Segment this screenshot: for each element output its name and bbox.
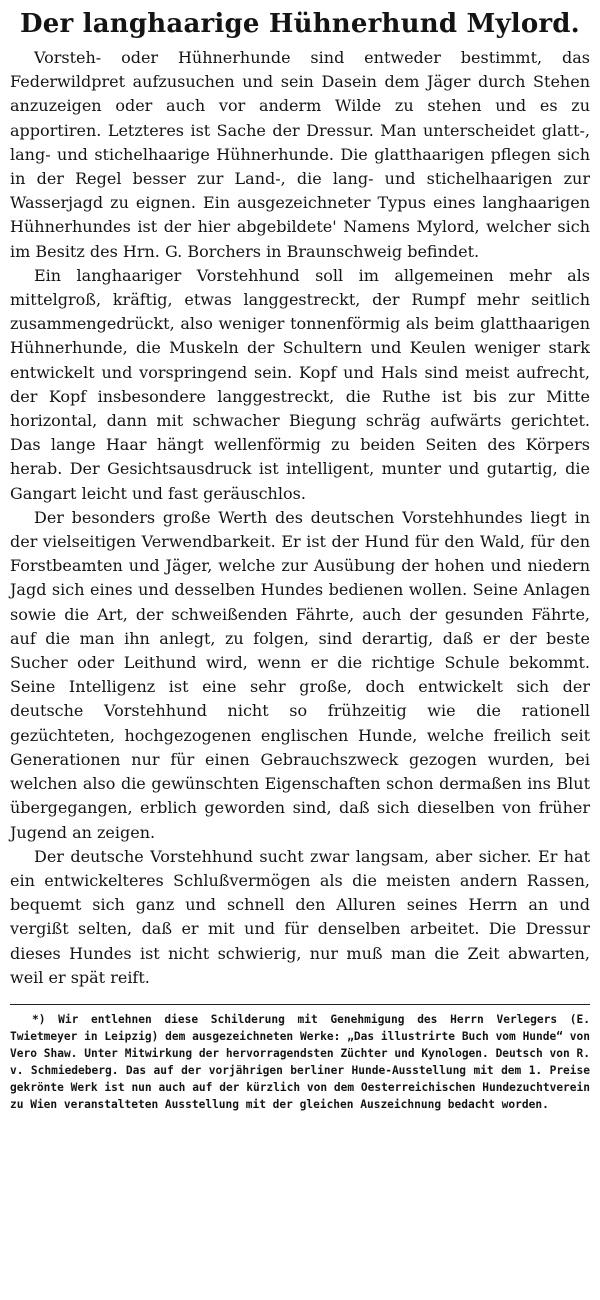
paragraph: Der besonders große Werth des deutschen Vorstehhundes liegt in der vielseitigen Verwendbarkeit. Er ist der Hund für den Wald, für den Forstbeamten und Jäger, welche zur Ausübung der hohen und niedern Jagd sich eines und desselben Hundes bedienen wollen. Seine Anlagen sowie die Art, der schweißenden Fährte, auch der gesunden Fährte, auf die man ihn anlegt, zu folgen, sind derartig, daß er der beste Sucher oder Leithund wird, wenn er die richtige Schule bekommt. Seine Intelligenz ist eine sehr große, doch entwickelt sich der deutsche Vorstehhund nicht so frühzeitig wie die rationell gezüchteten, hochgezogenen englischen Hunde, welche freilich seit Generationen nur für einen Gebrauchszweck gezogen wurden, bei welchen also die gewünschten Eigenschaften schon dermaßen ins Blut übergegangen, erblich geworden sind, daß sich dieselben von früher Jugend an zeigen.	[10, 507, 590, 842]
footnote: *) Wir entlehnen diese Schilderung mit Genehmigung des Herrn Verlegers (E. Twietmeyer in Leipzig) dem ausgezeichneten Werke: „Das illustrirte Buch vom Hunde“ von Vero Shaw. Unter Mitwirkung der hervorragendsten Züchter und Kynologen. Deutsch von R. v. Schmiedeberg. Das auf der vorjährigen berliner Hunde-Ausstellung mit dem 1. Preise gekrönte Werk ist nun auch auf der kürzlich von dem Oesterreichischen Hundezuchtverein zu Wien veranstalteten Ausstellung mit der gleichen Auszeichnung bedacht worden.	[10, 1012, 590, 1111]
article-body	[10, 46, 590, 990]
footnote-divider	[10, 1004, 590, 1005]
paragraph: Ein langhaariger Vorstehhund soll im allgemeinen mehr als mittelgroß, kräftig, etwas langgestreckt, der Rumpf mehr seitlich zusammengedrückt, also weniger tonnenförmig als beim glatthaarigen Hühnerhunde, die Muskeln der Schultern und Keulen weniger stark entwickelt und vorspringend sein. Kopf und Hals sind meist aufrecht, der Kopf insbesondere langgestreckt, die Ruthe ist bis zur Mitte horizontal, dann mit schwacher Biegung schräg aufwärts gerichtet. Das lange Haar hängt wellenförmig zu beiden Seiten des Körpers herab. Der Gesichtsausdruck ist intelligent, munter und gutartig, die Gangart leicht und fast geräuschlos.	[10, 265, 590, 503]
paragraph: Vorsteh- oder Hühnerhunde sind entweder bestimmt, das Federwildpret aufzusuchen und sein Dasein dem Jäger durch Stehen anzuzeigen oder auch vor anderm Wilde zu stehen und es zu apportiren. Letzteres ist Sache der Dressur. Man unterscheidet glatt-, lang- und stichelhaarige Hühnerhunde. Die glatthaarigen pflegen sich in der Regel besser zur Land-, die lang- und stichelhaarigen zur Wasserjagd zu eignen. Ein ausgezeichneter Typus eines langhaarigen Hühnerhundes ist der hier abgebildete' Namens Mylord, welcher sich im Besitz des Hrn. G. Borchers in Braunschweig befindet.	[10, 48, 590, 261]
article-title: Der langhaarige Hühnerhund Mylord.	[20, 9, 580, 39]
paragraph: Der deutsche Vorstehhund sucht zwar langsam, aber sicher. Er hat ein entwickelteres Schlußvermögen als die meisten andern Rassen, bequemt sich ganz und schnell den Alluren seines Herrn an und vergißt selten, daß er mit und für denselben arbeitet. Die Dressur dieses Hundes ist nicht schwierig, nur muß man die Zeit abwarten, weil er spät reift.	[10, 846, 590, 987]
